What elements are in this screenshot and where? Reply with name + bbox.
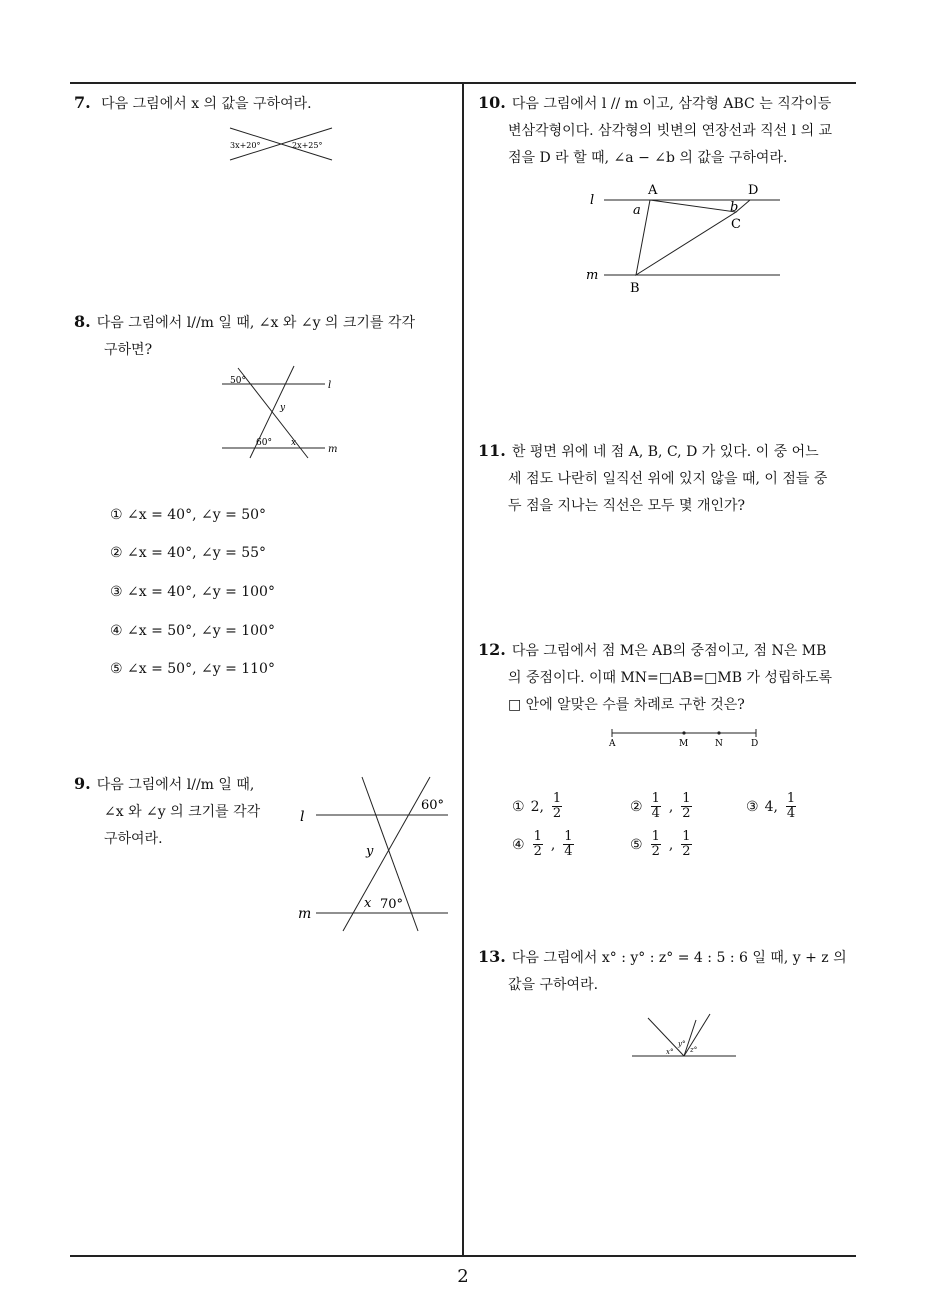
angle-label-right: 2x+25°	[292, 141, 323, 150]
point-m-label: M	[679, 739, 689, 749]
problem-number: 9.	[74, 774, 91, 793]
angle-a-label: a	[633, 203, 641, 218]
problem-10-figure	[586, 180, 786, 295]
choice-1[interactable]: ① ∠x = 40°, ∠y = 50°	[110, 507, 267, 523]
angle-label-left: 3x+20°	[230, 141, 261, 150]
column-divider	[462, 83, 464, 1256]
angle-x-label: x	[291, 438, 297, 448]
problem-13-figure	[630, 1010, 740, 1060]
angle-y-label: y	[366, 844, 374, 859]
fraction: $\frac{1}{4}$	[651, 791, 660, 821]
problem-text-line2: 값을 구하여라.	[508, 977, 599, 993]
line-m-label: m	[328, 444, 338, 455]
problem-number: 12.	[478, 640, 506, 659]
point-c-label: C	[731, 217, 741, 232]
problem-text-line2: 의 중점이다. 이때 MN=□AB=□MB 가 성립하도록	[508, 670, 833, 686]
problem-text-line3: 점을 D 라 할 때, ∠a − ∠b 의 값을 구하여라.	[508, 150, 788, 166]
problem-text-line1: 다음 그림에서 점 M은 AB의 중점이고, 점 N은 MB	[511, 643, 827, 659]
fraction: $\frac{1}{2}$	[552, 791, 562, 821]
line-m-label: m	[586, 268, 599, 283]
angle-x-label: x°	[666, 1048, 674, 1056]
problem-text-line3: □ 안에 알맞은 수를 차례로 구한 것은?	[508, 697, 745, 713]
fraction: $\frac{1}{2}$	[533, 829, 542, 859]
choice-4[interactable]: ④ ∠x = 50°, ∠y = 100°	[110, 623, 275, 639]
choice-5[interactable]: ⑤ $\frac{1}{2}$ , $\frac{1}{2}$	[630, 829, 691, 859]
problem-text-line1: 다음 그림에서 x° : y° : z° = 4 : 5 : 6 일 때, y + z 의	[511, 950, 847, 966]
problem-8-figure	[220, 366, 350, 461]
problem-13	[478, 943, 863, 999]
point-b-label: B	[630, 281, 640, 296]
angle-y-label: y°	[678, 1040, 686, 1048]
problem-7	[74, 89, 312, 118]
problem-text-line3: 구하여라.	[104, 831, 163, 847]
problem-text-line1: 다음 그림에서 l//m 일 때,	[96, 777, 255, 793]
point-n-label: N	[715, 739, 723, 749]
choice-2[interactable]: ② ∠x = 40°, ∠y = 55°	[110, 545, 267, 561]
angle-60-label: 60°	[256, 438, 272, 448]
angle-50-label: 50°	[230, 376, 246, 386]
angle-60-label: 60°	[421, 798, 445, 813]
fraction: $\frac{1}{2}$	[682, 829, 691, 859]
problem-8	[74, 308, 459, 364]
fraction: $\frac{1}{2}$	[651, 829, 660, 859]
problem-7-figure	[228, 126, 338, 166]
line-l-label: l	[300, 809, 305, 825]
point-d-label: D	[748, 183, 759, 198]
problem-number: 11.	[478, 441, 506, 460]
problem-text-line3: 두 점을 지나는 직선은 모두 몇 개인가?	[508, 498, 746, 514]
problem-text-line2: 세 점도 나란히 일직선 위에 있지 않을 때, 이 점들 중	[508, 471, 828, 487]
choice-1[interactable]: ① 2, $\frac{1}{2}$	[512, 791, 562, 821]
point-a-label: A	[648, 183, 658, 198]
problem-text-line2: ∠x 와 ∠y 의 크기를 각각	[104, 804, 261, 820]
choice-2[interactable]: ② $\frac{1}{4}$ , $\frac{1}{2}$	[630, 791, 691, 821]
angle-x-label: x	[364, 896, 372, 911]
problem-text-line2: 변삼각형이다. 삼각형의 빗변의 연장선과 직선 l 의 교	[508, 123, 833, 139]
problem-text-line1: 다음 그림에서 l // m 이고, 삼각형 ABC 는 직각이등	[511, 96, 832, 112]
problem-9-figure	[298, 775, 463, 935]
line-m-label: m	[298, 906, 312, 922]
fraction: $\frac{1}{4}$	[564, 829, 573, 859]
angle-70-label: 70°	[380, 897, 404, 912]
choice-3[interactable]: ③ ∠x = 40°, ∠y = 100°	[110, 584, 275, 600]
problem-number: 8.	[74, 312, 91, 331]
problem-12	[478, 636, 863, 719]
problem-text-line2: 구하면?	[104, 342, 153, 358]
problem-11	[478, 437, 863, 520]
bottom-rule	[70, 1255, 856, 1257]
choice-4[interactable]: ④ $\frac{1}{2}$ , $\frac{1}{4}$	[512, 829, 573, 859]
problem-text-line1: 다음 그림에서 l//m 일 때, ∠x 와 ∠y 의 크기를 각각	[96, 315, 415, 331]
problem-10	[478, 89, 863, 172]
problem-text-line1: 한 평면 위에 네 점 A, B, C, D 가 있다. 이 중 어느	[511, 444, 819, 460]
choice-3[interactable]: ③ 4, $\frac{1}{4}$	[746, 791, 796, 821]
fraction: $\frac{1}{2}$	[682, 791, 691, 821]
problem-12-figure	[608, 728, 768, 748]
page-number: 2	[457, 1266, 469, 1287]
choice-5[interactable]: ⑤ ∠x = 50°, ∠y = 110°	[110, 661, 275, 677]
angle-y-label: y	[280, 403, 286, 413]
angle-b-label: b	[730, 200, 739, 215]
problem-number: 7.	[74, 93, 91, 112]
fraction: $\frac{1}{4}$	[786, 791, 796, 821]
problem-number: 13.	[478, 947, 506, 966]
point-d-label: D	[751, 739, 759, 749]
problem-text: 다음 그림에서 x 의 값을 구하여라.	[101, 96, 312, 112]
angle-z-label: z°	[690, 1046, 698, 1054]
point-a-label: A	[609, 739, 616, 749]
problem-number: 10.	[478, 93, 506, 112]
line-l-label: l	[590, 193, 595, 208]
problem-9	[74, 770, 294, 853]
line-l-label: l	[328, 380, 332, 391]
